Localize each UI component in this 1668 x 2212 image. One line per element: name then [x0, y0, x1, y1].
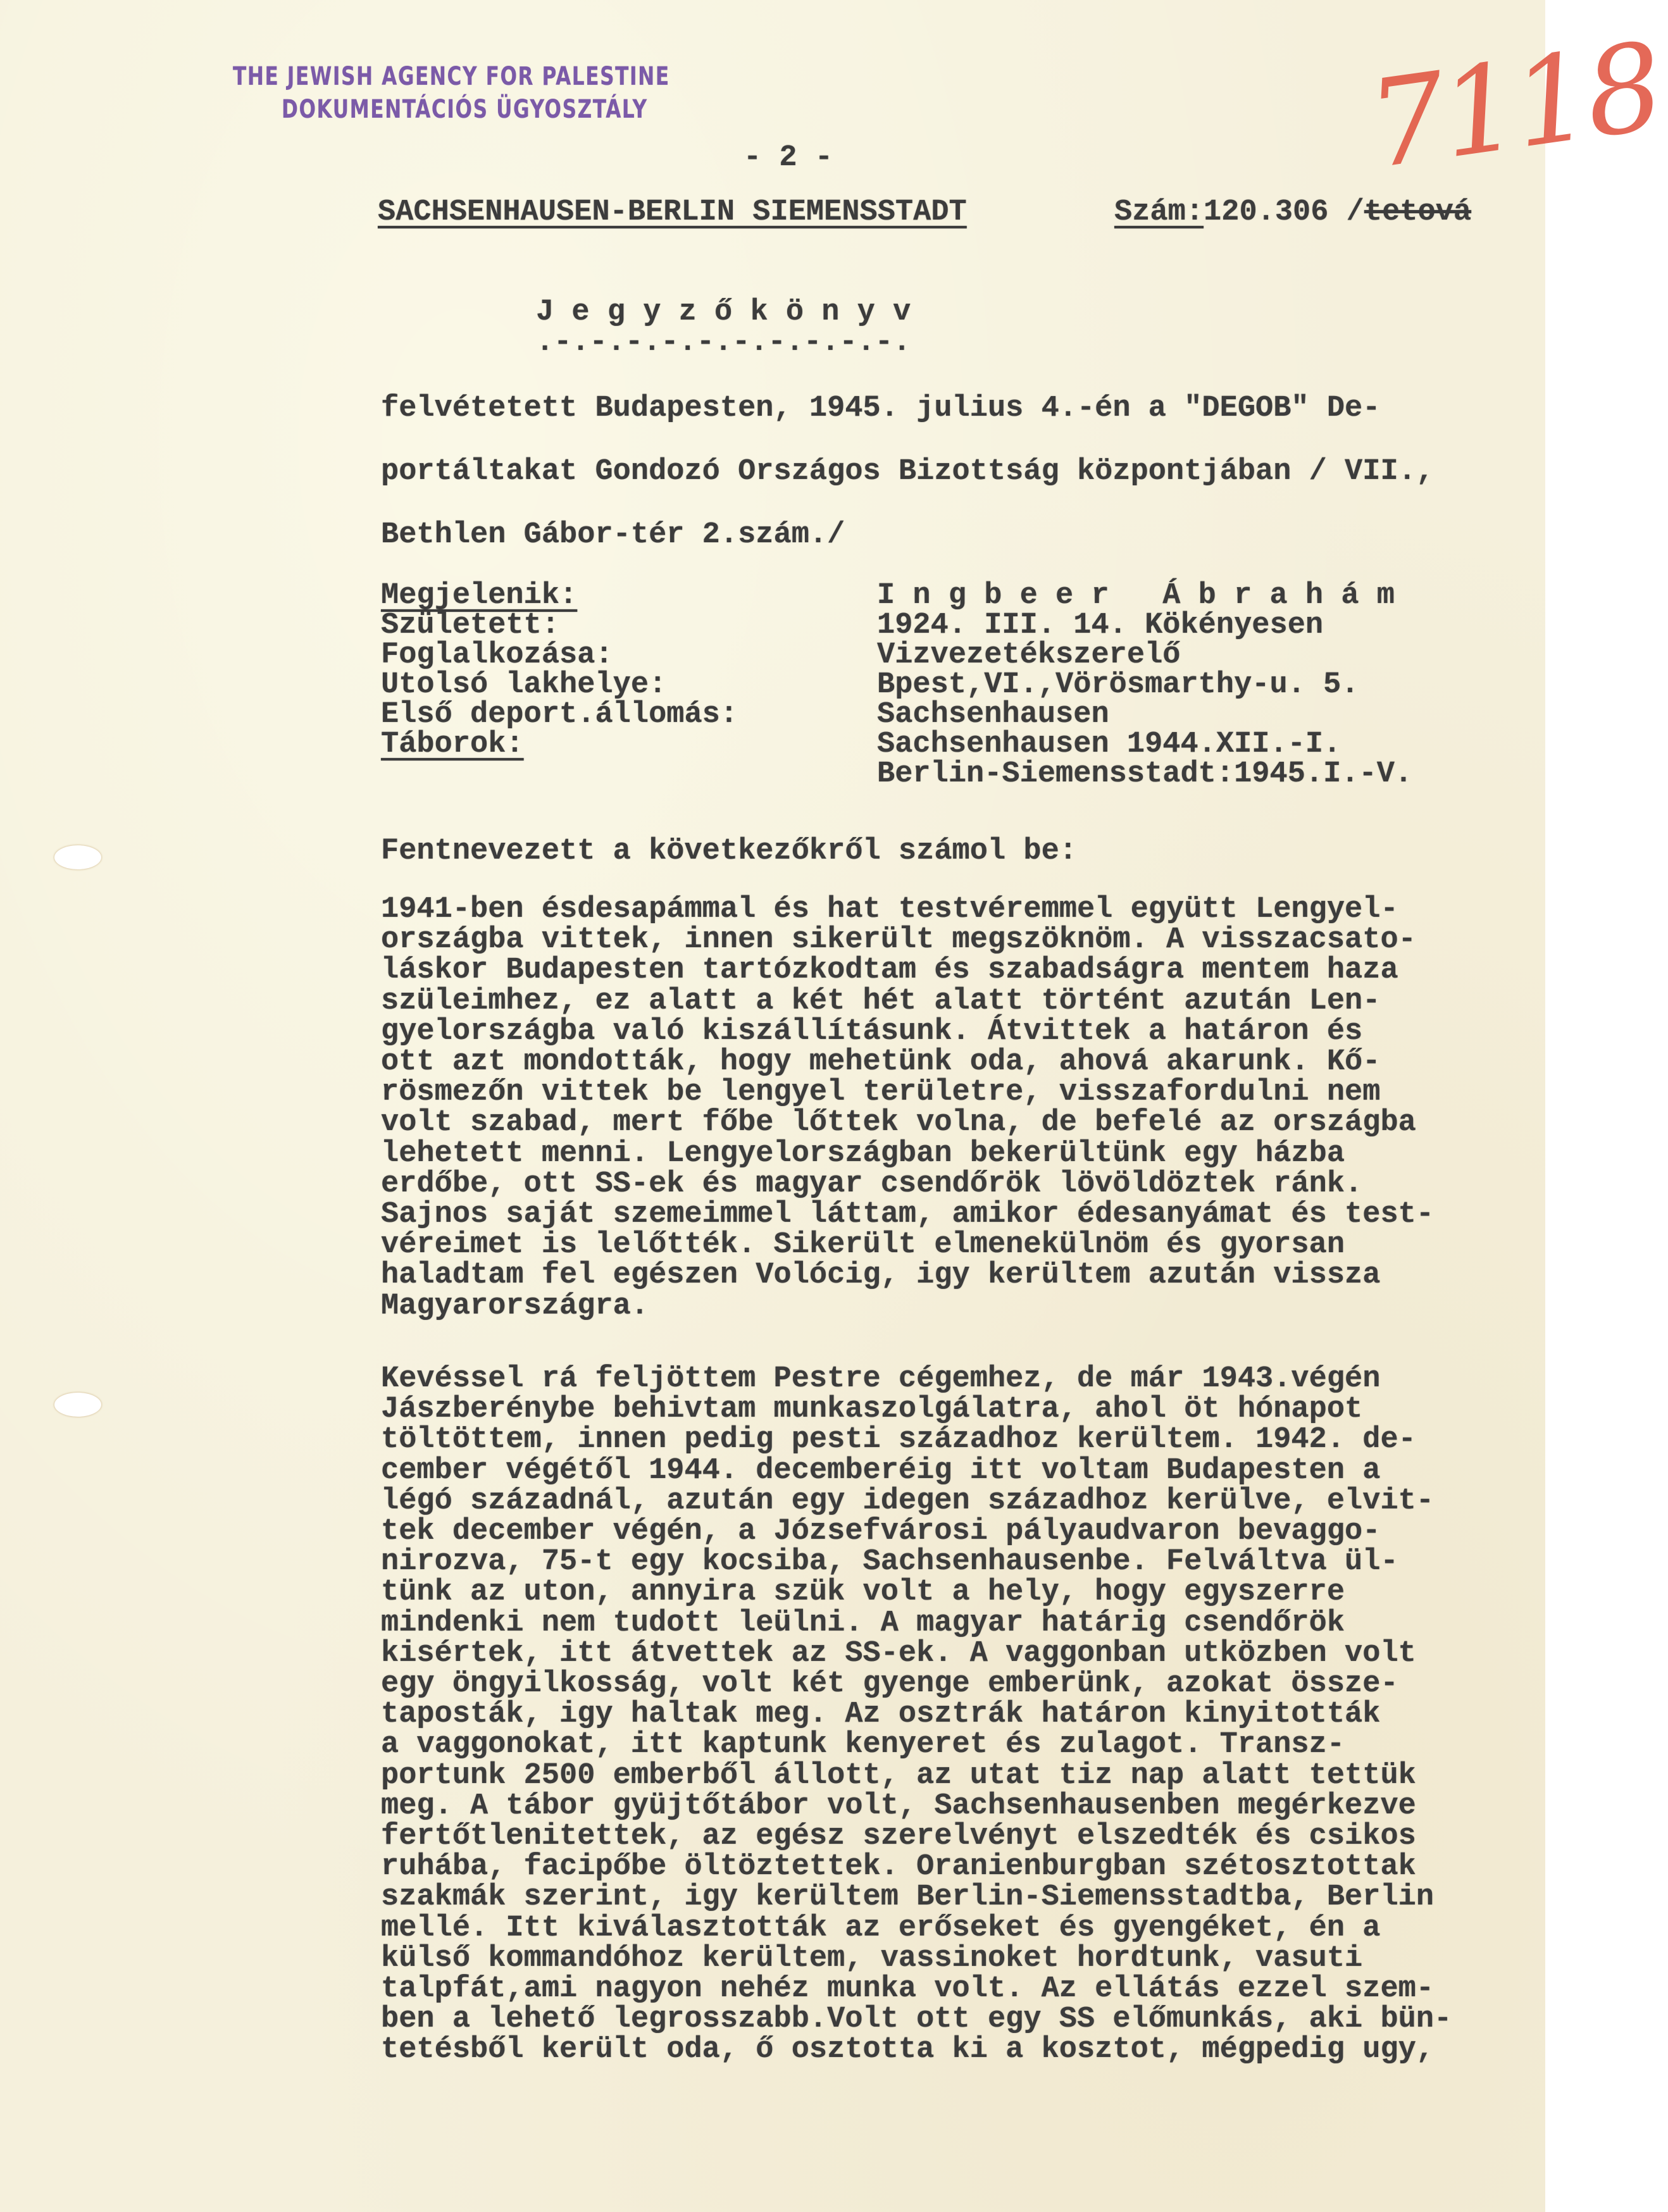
testimony-line: Kevéssel rá feljöttem Pestre cégemhez, de már 1943.végén — [381, 1362, 1381, 1396]
testimony-line: mindenki nem tudott leülni. A magyar határig csendőrök — [381, 1606, 1345, 1640]
testimony-line: meg. A tábor gyüjtőtábor volt, Sachsenhausenben megérkezve — [381, 1789, 1416, 1823]
testimony-line: Sajnos saját szemeimmel láttam, amikor édesanyámat és test- — [381, 1198, 1435, 1231]
stamp-line-1: THE JEWISH AGENCY FOR PALESTINE — [233, 62, 670, 91]
testimony-line: szakmák szerint, igy kerültem Berlin-Siemensstadtba, Berlin — [381, 1880, 1435, 1915]
intro-line: Bethlen Gábor-tér 2.szám./ — [381, 518, 845, 552]
struck-out-word: tetová — [1364, 196, 1472, 229]
testimony-line: Magyarországra. — [381, 1289, 649, 1323]
testimony-line: tek december végén, a Józsefvárosi pályaudvaron bevaggo- — [381, 1515, 1381, 1548]
title-underline: .-.-.-.-.-.-.-.-.-.-. — [536, 326, 911, 359]
field-label: Foglalkozása: — [381, 638, 613, 672]
testimony-line: kisértek, itt átvettek az SS-ek. A vaggonban utközben volt — [381, 1636, 1416, 1670]
personal-data-fields — [0, 581, 1545, 796]
stamp-line-2: DOKUMENTÁCIÓS ÜGYOSZTÁLY — [282, 95, 648, 124]
testimony-line: lehetett menni. Lengyelországban bekerültünk egy házba — [381, 1136, 1345, 1171]
testimony-line: mellé. Itt kiválasztották az erőseket és gyengéket, én a — [381, 1911, 1381, 1945]
field-value: Berlin-Siemensstadt:1945.I.-V. — [877, 757, 1413, 791]
testimony-line: ott azt mondották, hogy mehetünk oda, ahová akarunk. Kő- — [381, 1045, 1381, 1079]
testimony-line: ruhába, facipőbe öltöztettek. Oranienburgban szétosztottak — [381, 1850, 1416, 1884]
testimony-line: haladtam fel egészen Volócig, igy kerültem azután vissza — [381, 1258, 1381, 1293]
statement-intro: Fentnevezett a következőkről számol be: — [381, 835, 1077, 868]
testimony-line: töltöttem, innen pedig pesti századhoz kerültem. 1942. de- — [381, 1423, 1416, 1457]
testimony-line: országba vittek, innen sikerült megszöknöm. A visszacsato- — [381, 923, 1416, 957]
intro-line: portáltakat Gondozó Országos Bizottság központjában / VII., — [381, 455, 1435, 488]
testimony-line: taposták, igy haltak meg. Az osztrák határon kinyitották — [381, 1698, 1381, 1732]
reference-number-value: 120.306 / — [1204, 196, 1364, 229]
punch-hole-bottom — [54, 1393, 101, 1417]
testimony-line: gyelországba való kiszállításunk. Átvittek a határon és — [381, 1014, 1363, 1048]
testimony-line: külső kommandóhoz kerültem, vassinoket hordtunk, vasuti — [381, 1941, 1363, 1975]
field-value: 1924. III. 14. Kökényesen — [877, 609, 1324, 642]
reference-number-label: Szám: — [1114, 196, 1204, 229]
testimony-line: fertőtlenitettek, az egész szerelvényt elszedték és csikos — [381, 1820, 1416, 1853]
page-number: - 2 - — [744, 141, 833, 175]
testimony-line: erdőbe, ott SS-ek és magyar csendőrök lövöldöztek ránk. — [381, 1167, 1363, 1201]
testimony-line: cember végétől 1944. decemberéig itt voltam Budapesten a — [381, 1453, 1381, 1488]
testimony-line: nirozva, 75-t egy kocsiba, Sachsenhausenbe. Felváltva ül- — [381, 1545, 1398, 1579]
field-value: Bpest,VI.,Vörösmarthy-u. 5. — [877, 668, 1359, 702]
location-heading: SACHSENHAUSEN-BERLIN SIEMENSSTADT — [378, 196, 967, 229]
testimony-line: talpfát,ami nagyon nehéz munka volt. Az ellátás ezzel szem- — [381, 1972, 1435, 2006]
testimony-line: láskor Budapesten tartózkodtam és szabadságra mentem haza — [381, 954, 1398, 988]
field-label: Utolsó lakhelye: — [381, 668, 667, 702]
testimony-line: portunk 2500 emberből állott, az utat tiz nap alatt tettük — [381, 1758, 1416, 1793]
testimony-line: egy öngyilkosság, volt két gyenge emberünk, azokat össze- — [381, 1667, 1398, 1701]
testimony-line: szüleimhez, ez alatt a két hét alatt történt azután Len- — [381, 984, 1381, 1018]
reference-number — [1114, 197, 1471, 228]
testimony-line: légó századnál, azután egy idegen századhoz kerülve, elvit- — [381, 1484, 1435, 1518]
field-value: Vizvezetékszerelő — [877, 638, 1181, 672]
field-label: Táborok: — [381, 728, 524, 761]
document-title: J e g y z ő k ö n y v — [536, 295, 911, 329]
testimony-line: tetésből került oda, ő osztotta ki a kosztot, mégpedig ugy, — [381, 2033, 1435, 2067]
testimony-line: tünk az uton, annyira szük volt a hely, hogy egyszerre — [381, 1575, 1345, 1610]
field-value: I n g b e e r Á b r a h á m — [877, 579, 1395, 612]
testimony-line: a vaggonokat, itt kaptunk kenyeret és zulagot. Transz- — [381, 1728, 1345, 1762]
field-value: Sachsenhausen — [877, 698, 1109, 731]
punch-hole-top — [54, 845, 101, 869]
field-label: Született: — [381, 609, 560, 642]
testimony-line: volt szabad, mert főbe lőttek volna, de befelé az országba — [381, 1106, 1416, 1140]
testimony-line: ben a lehető legrosszabb.Volt ott egy SS előmunkás, aki bün- — [381, 2003, 1452, 2037]
testimony-line: Jászberénybe behivtam munkaszolgálatra, ahol öt hónapot — [381, 1393, 1363, 1427]
handwritten-document-number: 7118 — [1360, 16, 1668, 196]
field-value: Sachsenhausen 1944.XII.-I. — [877, 728, 1341, 761]
testimony-line: rösmezőn vittek be lengyel területre, visszafordulni nem — [381, 1076, 1381, 1110]
field-label: Megjelenik: — [381, 579, 578, 612]
intro-line: felvétetett Budapesten, 1945. julius 4.-én a "DEGOB" De- — [381, 392, 1381, 425]
testimony-line: 1941-ben ésdesapámmal és hat testvéremmel együtt Lengyel- — [381, 893, 1398, 926]
field-label: Első deport.állomás: — [381, 698, 738, 731]
testimony-line: véreimet is lelőtték. Sikerült elmenekülnöm és gyorsan — [381, 1228, 1345, 1262]
